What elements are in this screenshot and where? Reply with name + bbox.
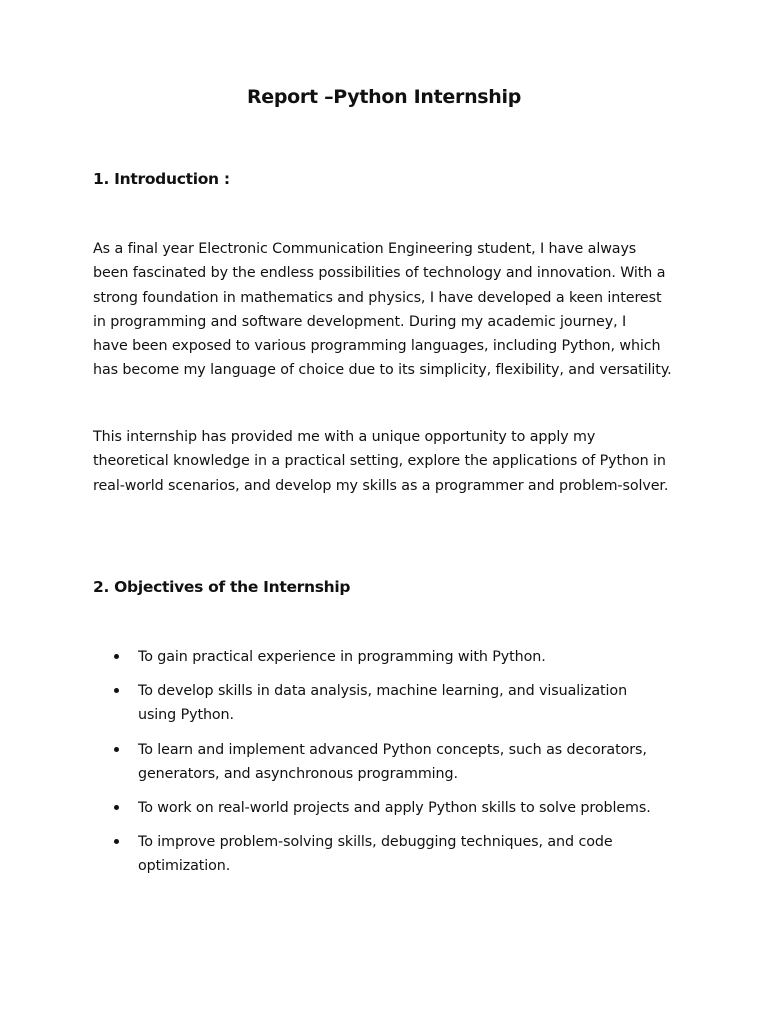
intro-paragraph-1 bbox=[93, 237, 693, 383]
paragraph-line: been fascinated by the endless possibilities of technology and innovation. With a bbox=[93, 265, 666, 282]
paragraph-line: This internship has provided me with a unique opportunity to apply my bbox=[93, 429, 596, 445]
bullet-icon bbox=[114, 654, 119, 659]
paragraph-line: real-world scenarios, and develop my skills as a programmer and problem-solver. bbox=[93, 477, 669, 494]
section-heading-objectives: 2. Objectives of the Internship bbox=[93, 578, 351, 596]
list-item-text bbox=[138, 796, 674, 820]
paragraph-line: has become my language of choice due to its simplicity, flexibility, and versatility. bbox=[93, 362, 672, 379]
list-item-line: To gain practical experience in programming with Python. bbox=[138, 649, 546, 665]
section-heading-introduction: 1. Introduction : bbox=[93, 170, 230, 188]
paragraph-line: in programming and software development. During my academic journey, I bbox=[93, 313, 627, 330]
list-item bbox=[114, 645, 674, 669]
list-item bbox=[114, 738, 674, 787]
paragraph-line: have been exposed to various programming languages, including Python, which bbox=[93, 338, 661, 355]
bullet-icon bbox=[114, 805, 119, 810]
list-item-text bbox=[138, 679, 674, 728]
bullet-icon bbox=[114, 839, 119, 844]
list-item-text bbox=[138, 738, 674, 787]
list-item-line: To learn and implement advanced Python concepts, such as decorators, bbox=[138, 742, 647, 758]
paragraph-line: As a final year Electronic Communication Engineering student, I have always bbox=[93, 241, 637, 257]
list-item bbox=[114, 830, 674, 879]
list-item bbox=[114, 679, 674, 728]
list-item-line: optimization. bbox=[138, 858, 231, 875]
list-item-line: generators, and asynchronous programming. bbox=[138, 766, 458, 783]
list-item bbox=[114, 796, 674, 820]
bullet-icon bbox=[114, 688, 119, 693]
list-item-line: using Python. bbox=[138, 707, 234, 724]
list-item-line: To improve problem-solving skills, debugging techniques, and code bbox=[138, 834, 613, 850]
list-item-line: To work on real-world projects and apply Python skills to solve problems. bbox=[138, 800, 651, 816]
list-item-text bbox=[138, 830, 674, 879]
list-item-line: To develop skills in data analysis, machine learning, and visualization bbox=[138, 683, 628, 699]
intro-paragraph-2 bbox=[93, 425, 693, 498]
paragraph-line: theoretical knowledge in a practical setting, explore the applications of Python in bbox=[93, 453, 666, 470]
page-title: Report –Python Internship bbox=[246, 86, 522, 108]
list-item-text bbox=[138, 645, 674, 669]
paragraph-line: strong foundation in mathematics and physics, I have developed a keen interest bbox=[93, 289, 662, 306]
bullet-icon bbox=[114, 747, 119, 752]
